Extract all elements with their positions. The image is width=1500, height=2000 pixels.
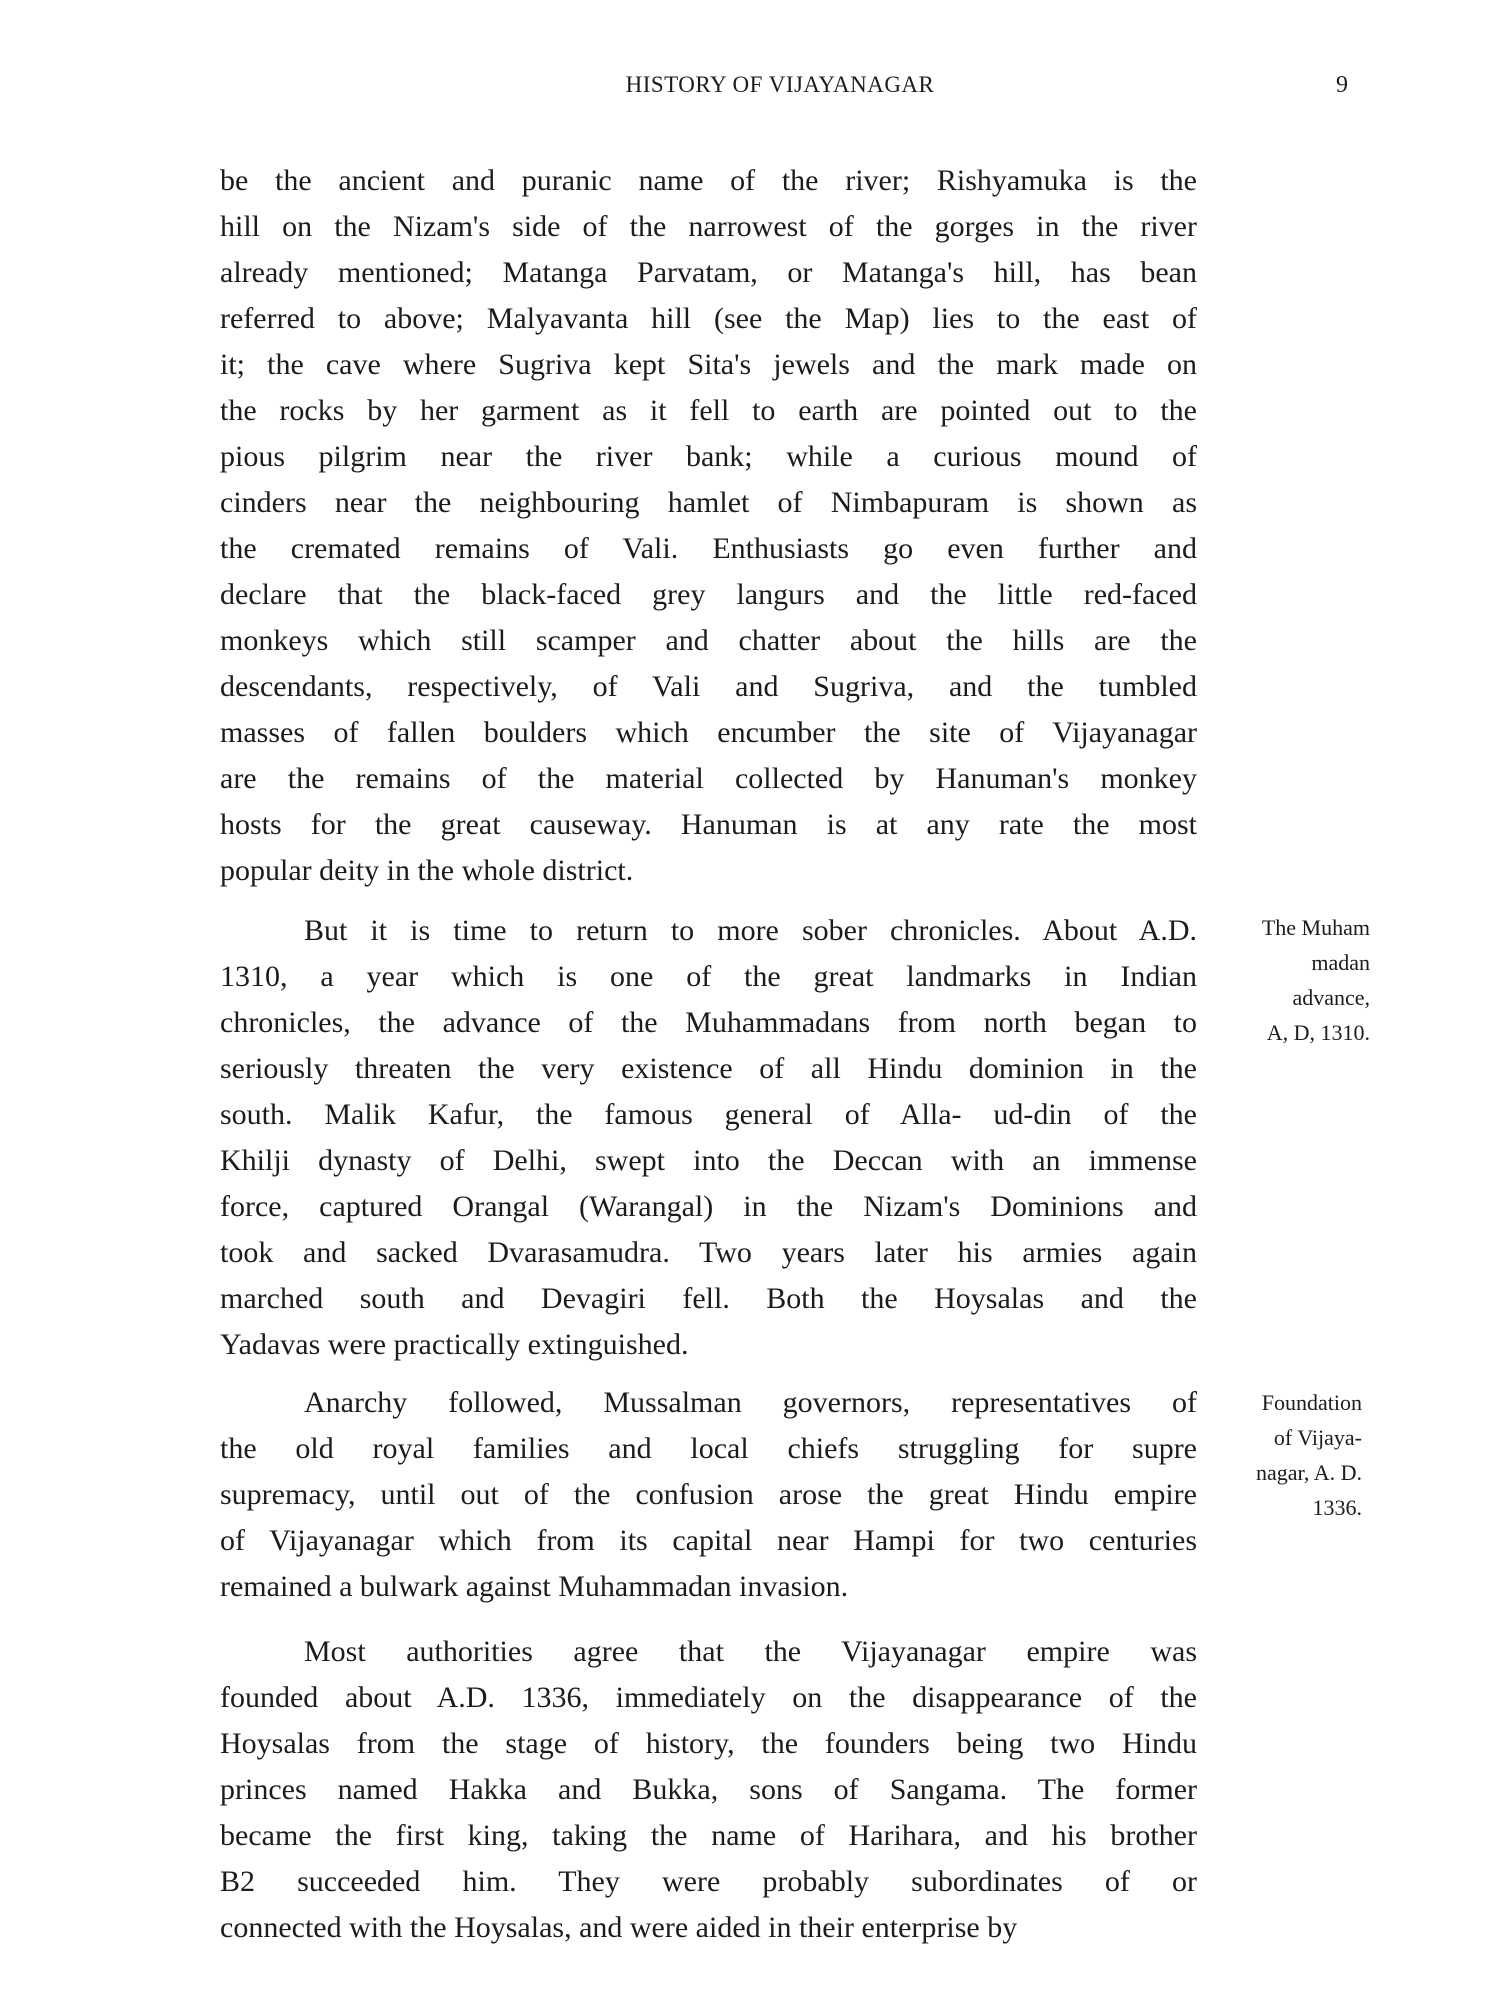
text-line: Yadavas were practically extinguished.: [220, 1328, 689, 1361]
text-line: chronicles, the advance of the Muhammadans from north began to: [220, 1006, 1197, 1039]
text-line: 1310, a year which is one of the great landmarks in Indian: [220, 960, 1197, 993]
margin-note-line: of Vijaya-: [1273, 1425, 1362, 1450]
margin-note-line: nagar, A. D.: [1255, 1460, 1362, 1485]
text-line: Anarchy followed, Mussalman governors, representatives of: [304, 1386, 1197, 1419]
text-line: Khilji dynasty of Delhi, swept into the Deccan with an immense: [220, 1144, 1197, 1177]
text-line: the rocks by her garment as it fell to earth are pointed out to the: [220, 394, 1197, 427]
margin-note-line: A, D, 1310.: [1266, 1020, 1370, 1045]
text-line: B2 succeeded him. They were probably subordinates of or: [220, 1865, 1197, 1898]
margin-note-line: The Muham: [1261, 915, 1370, 940]
text-line: seriously threaten the very existence of all Hindu dominion in the: [220, 1052, 1197, 1085]
margin-note-line: advance,: [1292, 985, 1370, 1010]
margin-note-line: 1336.: [1312, 1495, 1362, 1520]
text-line: took and sacked Dvarasamudra. Two years later his armies again: [220, 1236, 1197, 1269]
text-line: south. Malik Kafur, the famous general of Alla- ud-din of the: [220, 1098, 1197, 1131]
paragraph-4: [220, 1629, 1197, 1951]
text-line: declare that the black-faced grey langurs and the little red-faced: [220, 578, 1197, 611]
running-title: HISTORY OF VIJAYANAGAR: [625, 72, 935, 97]
margin-note-muhammadan-advance: [1190, 910, 1370, 1050]
text-line: of Vijayanagar which from its capital near Hampi for two centuries: [220, 1524, 1197, 1557]
paragraph-1: [220, 158, 1197, 894]
text-line: are the remains of the material collected by Hanuman's monkey: [220, 762, 1197, 795]
text-line: remained a bulwark against Muhammadan invasion.: [220, 1570, 849, 1603]
text-line: princes named Hakka and Bukka, sons of Sangama. The former: [220, 1773, 1197, 1806]
text-line: masses of fallen boulders which encumber the site of Vijayanagar: [220, 716, 1197, 749]
text-line: Most authorities agree that the Vijayanagar empire was: [304, 1635, 1197, 1668]
text-line: became the first king, taking the name of Harihara, and his brother: [220, 1819, 1197, 1852]
text-line: hill on the Nizam's side of the narrowest of the gorges in the river: [220, 210, 1197, 243]
text-line: be the ancient and puranic name of the river; Rishyamuka is the: [220, 164, 1197, 197]
text-line: the old royal families and local chiefs struggling for supre: [220, 1432, 1197, 1465]
text-line: supremacy, until out of the confusion arose the great Hindu empire: [220, 1478, 1197, 1511]
text-line: cinders near the neighbouring hamlet of Nimbapuram is shown as: [220, 486, 1197, 519]
text-line: marched south and Devagiri fell. Both the Hoysalas and the: [220, 1282, 1197, 1315]
margin-note-line: Foundation: [1261, 1390, 1362, 1415]
paragraph-2: [220, 908, 1197, 1368]
text-line: force, captured Orangal (Warangal) in the Nizam's Dominions and: [220, 1190, 1197, 1223]
text-line: founded about A.D. 1336, immediately on the disappearance of the: [220, 1681, 1197, 1714]
margin-note-foundation: [1180, 1385, 1362, 1525]
text-line: connected with the Hoysalas, and were aided in their enterprise by: [220, 1911, 1018, 1944]
text-line: descendants, respectively, of Vali and Sugriva, and the tumbled: [220, 670, 1197, 703]
margin-note-line: madan: [1311, 950, 1370, 975]
text-line: already mentioned; Matanga Parvatam, or Matanga's hill, has bean: [220, 256, 1197, 289]
text-line: the cremated remains of Vali. Enthusiasts go even further and: [220, 532, 1197, 565]
text-line: monkeys which still scamper and chatter about the hills are the: [220, 624, 1197, 657]
text-line: referred to above; Malyavanta hill (see the Map) lies to the east of: [220, 302, 1197, 335]
page-number: 9: [1336, 72, 1348, 98]
paragraph-3: [220, 1380, 1197, 1610]
page-header: [0, 72, 1500, 112]
text-line: Hoysalas from the stage of history, the founders being two Hindu: [220, 1727, 1197, 1760]
text-line: it; the cave where Sugriva kept Sita's jewels and the mark made on: [220, 348, 1197, 381]
text-line: hosts for the great causeway. Hanuman is at any rate the most: [220, 808, 1197, 841]
text-line: pious pilgrim near the river bank; while a curious mound of: [220, 440, 1197, 473]
text-line: But it is time to return to more sober chronicles. About A.D.: [304, 914, 1197, 947]
text-line: popular deity in the whole district.: [220, 854, 634, 887]
